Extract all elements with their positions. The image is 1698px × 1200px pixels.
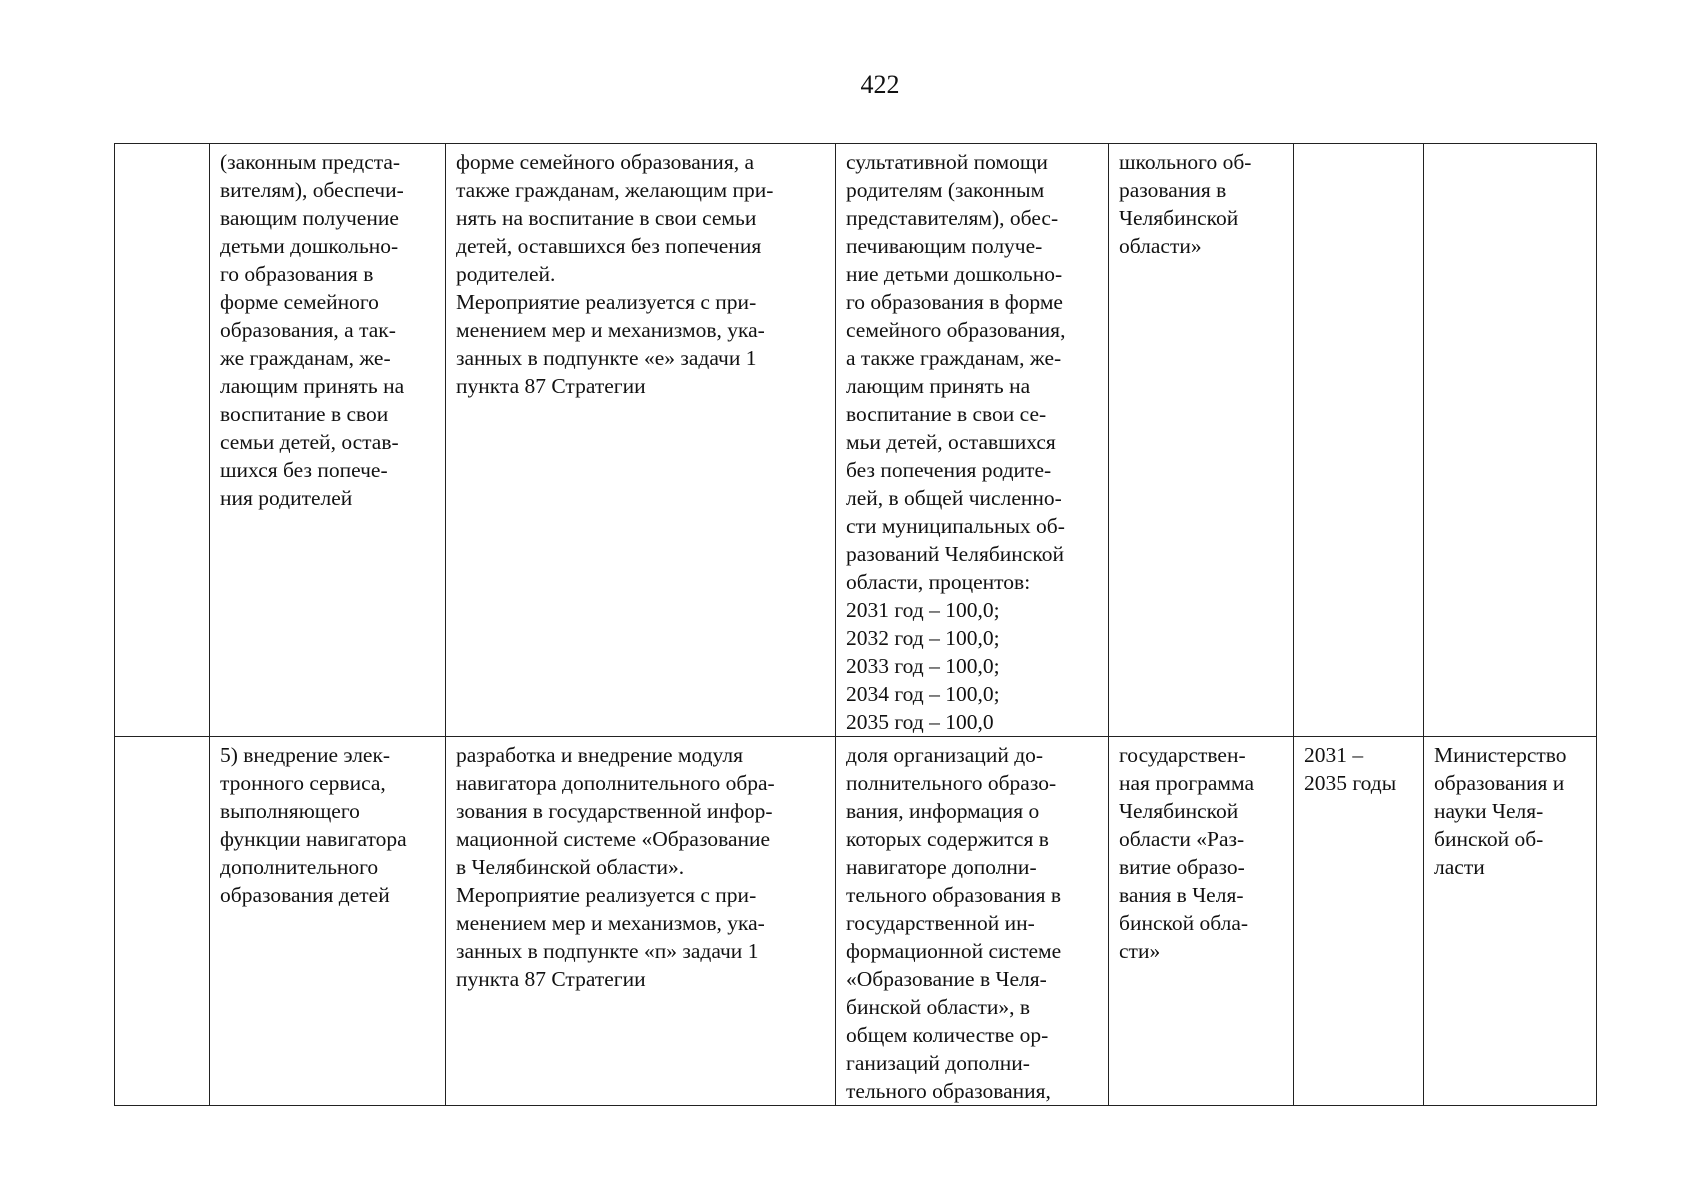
- responsible-cell: Министерство образования и науки Челя- бинской об- ласти: [1424, 737, 1597, 1106]
- measure-description-cell: [446, 144, 836, 737]
- measure-description-cell: [446, 737, 836, 1106]
- indicator-cell: сультативной помощи родителям (законным представителям), обес- печивающим получе- ние детьми дошкольно- го образования в форме семейного образования, а также гражданам, же- лающим принять на воспитание в свои се- мьи детей, оставшихся без попечения родите- лей, в общей численно- сти муниципальных об- разований Челябинской области, процентов: 2031 год – 100,0; 2032 год – 100,0; 2033 год – 100,0; 2034 год – 100,0; 2035 год – 100,0: [836, 144, 1109, 737]
- measure-description-text: форме семейного образования, а также гражданам, желающим при- нять на воспитание в свои семьи детей, оставшихся без попечения родителей.: [456, 150, 774, 286]
- measure-description-text: разработка и внедрение модуля навигатора дополнительного обра- зования в государственной инфор- мационной системе «Образование в Челябинской области».: [456, 743, 775, 879]
- measures-table: [114, 143, 1597, 1106]
- measure-name-cell: 5) внедрение элек- тронного сервиса, выполняющего функции навигатора дополнительного образования детей: [210, 737, 446, 1106]
- page-number: 422: [860, 70, 900, 99]
- program-cell: государствен- ная программа Челябинской области «Раз- витие образо- вания в Челя- бинской обла- сти»: [1109, 737, 1294, 1106]
- row-number-cell: [115, 144, 210, 737]
- indicator-cell: доля организаций до- полнительного образо- вания, информация о которых содержится в навигаторе дополни- тельного образования в государственной ин- формационной системе «Образование в Челя- бинской области», в общем количестве ор- ганизаций дополни- тельного образования,: [836, 737, 1109, 1106]
- table-row: [115, 737, 1597, 1106]
- period-cell: [1294, 144, 1424, 737]
- measure-mechanism-text: Мероприятие реализуется с при- менением мер и механизмов, ука- занных в подпункте «п» задачи 1 пункта 87 Стратегии: [456, 883, 765, 991]
- table-row: [115, 144, 1597, 737]
- row-number-cell: [115, 737, 210, 1106]
- program-cell: школьного об- разования в Челябинской области»: [1109, 144, 1294, 737]
- responsible-cell: [1424, 144, 1597, 737]
- measure-name-cell: (законным предста- вителям), обеспечи- вающим получение детьми дошкольно- го образования в форме семейного образования, а так- же гражданам, же- лающим принять на воспитание в свои семьи детей, остав- шихся без попече- ния родителей: [210, 144, 446, 737]
- period-cell: 2031 – 2035 годы: [1294, 737, 1424, 1106]
- measure-mechanism-text: Мероприятие реализуется с при- менением мер и механизмов, ука- занных в подпункте «е» задачи 1 пункта 87 Стратегии: [456, 290, 765, 398]
